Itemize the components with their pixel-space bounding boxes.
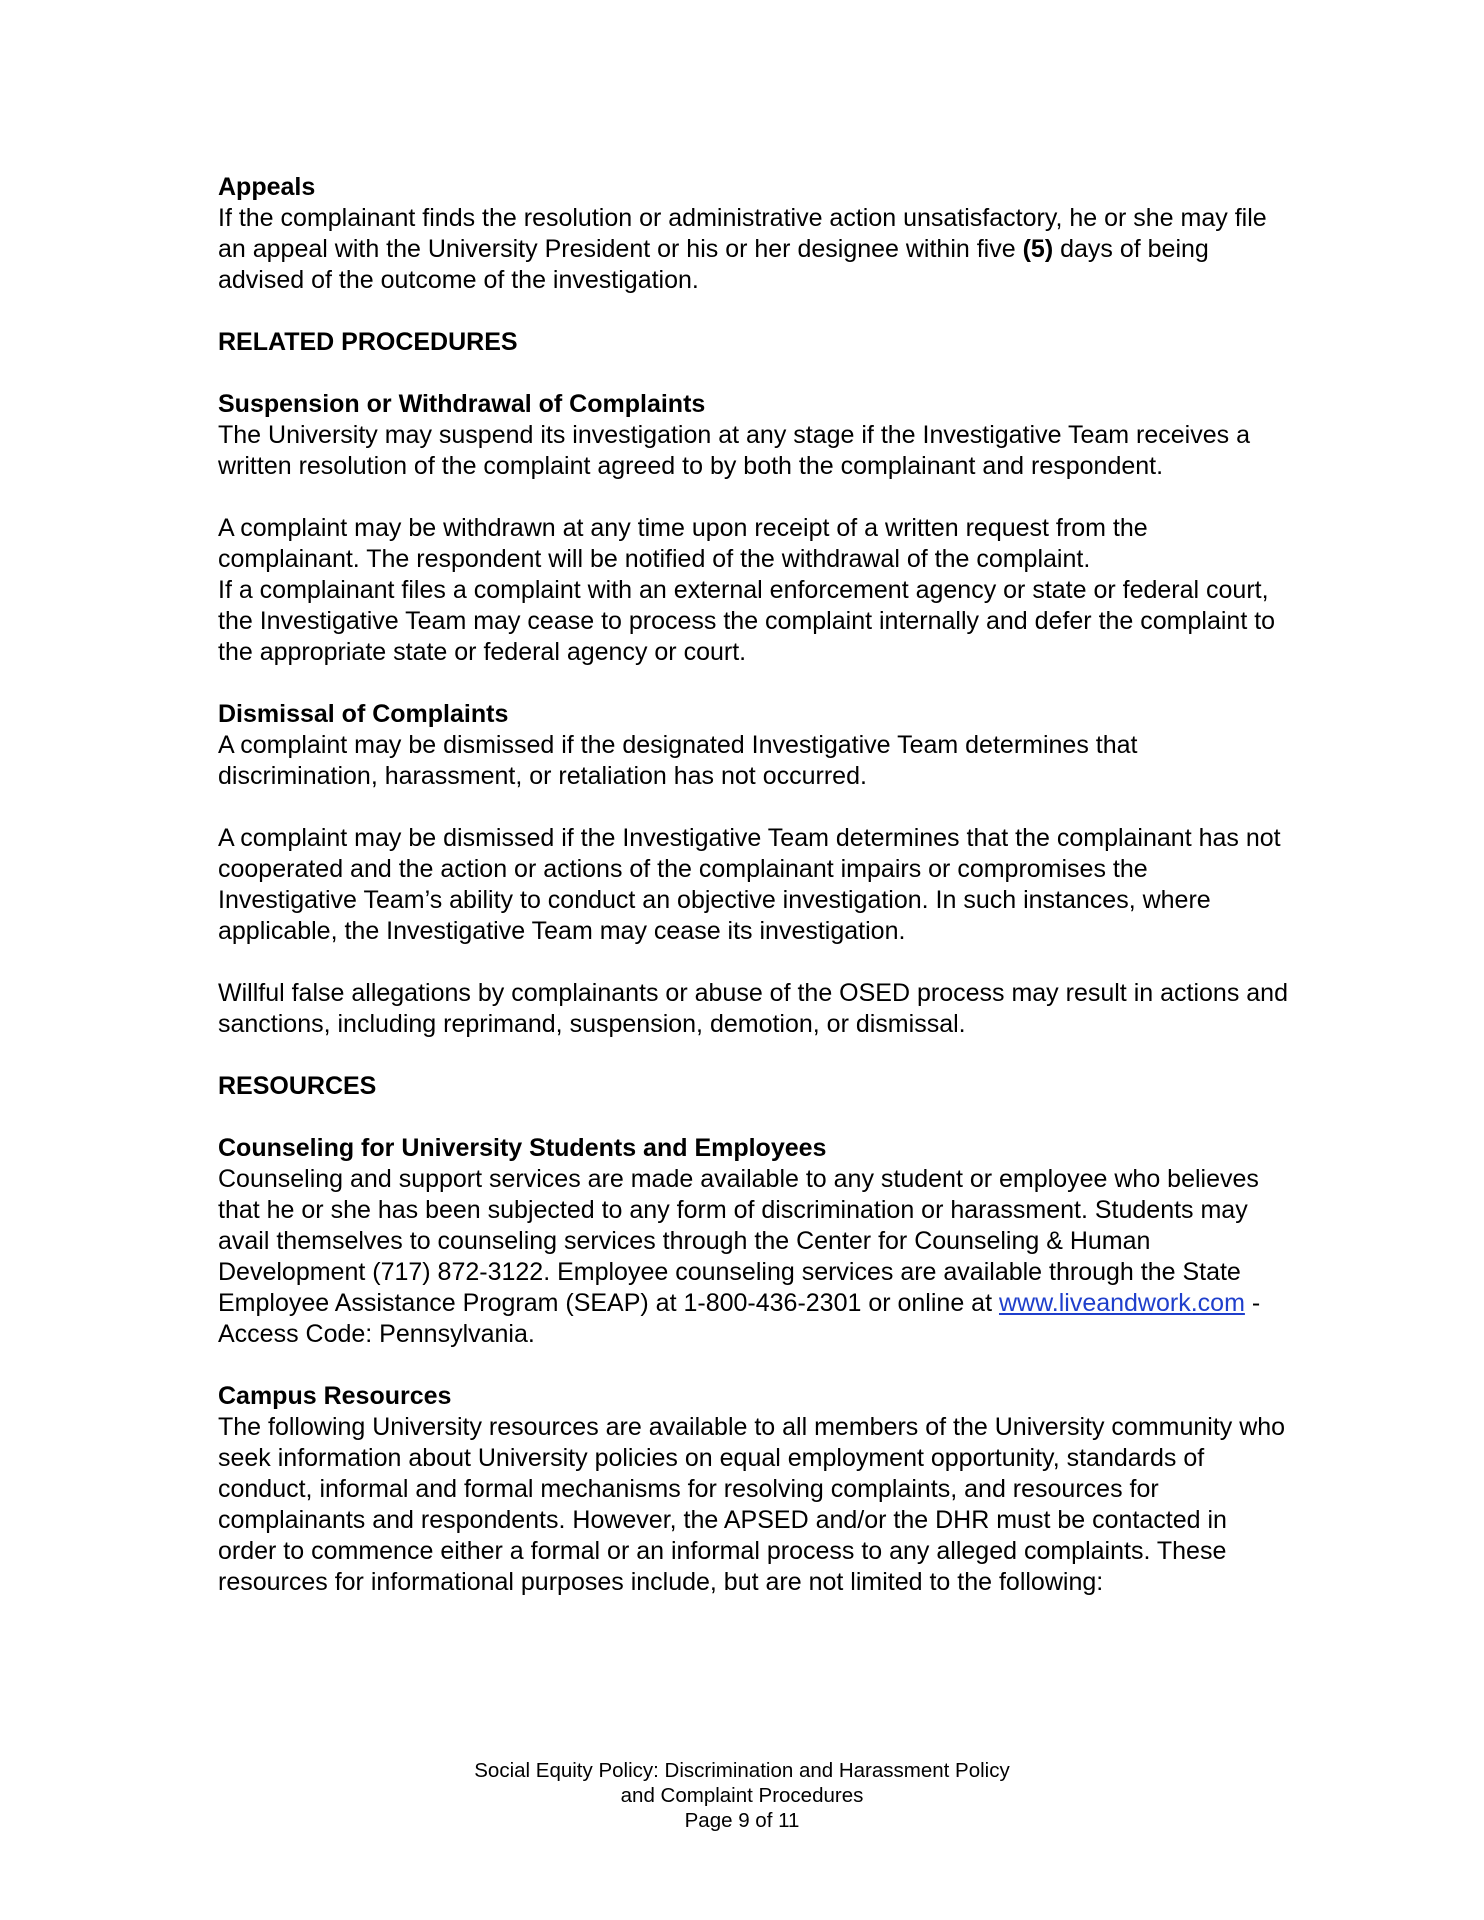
dismissal-paragraph-2: A complaint may be dismissed if the Investigative Team determines that the complainant has not cooperated and the action or actions of the complainant impairs or compromises the Investigative Team’s ability to conduct an objective investigation. In such instances, where applicable, the Investigative Team may cease its investigation.	[218, 824, 1281, 945]
related-procedures-heading: RELATED PROCEDURES	[218, 328, 518, 356]
counseling-paragraph: Counseling and support services are made available to any student or employee who believes that he or she has been subjected to any form of discrimination or harassment. Students may avail themselves to counseling services through the Center for Counseling & Human Development (717) 872-3122. Employee counseling services are available through the State Employee Assistance Program (SEAP) at 1-800-436-2301 or online at www.liveandwork.com - Access Code: Pennsylvania.	[218, 1165, 1261, 1348]
dismissal-paragraph-1: A complaint may be dismissed if the designated Investigative Team determines that discrimination, harassment, or retaliation has not occurred.	[218, 731, 1138, 790]
counseling-heading: Counseling for University Students and Employees	[218, 1134, 827, 1162]
document-body	[218, 172, 1288, 1598]
campus-resources-paragraph: The following University resources are available to all members of the University community who seek information about University policies on equal employment opportunity, standards of conduct, informal and formal mechanisms for resolving complaints, and resources for complainants and respondents. However, the APSED and/or the DHR must be contacted in order to commence either a formal or an informal process to any alleged complaints. These resources for informational purposes include, but are not limited to the following:	[218, 1413, 1286, 1596]
suspension-paragraph-3: If a complainant files a complaint with an external enforcement agency or state or federal court, the Investigative Team may cease to process the complaint internally and defer the complaint to the appropriate state or federal agency or court.	[218, 576, 1276, 666]
suspension-paragraph-2: A complaint may be withdrawn at any time upon receipt of a written request from the complainant. The respondent will be notified of the withdrawal of the complaint.	[218, 514, 1148, 573]
footer-title-line-2: and Complaint Procedures	[620, 1784, 864, 1807]
page-number: Page 9 of 11	[684, 1809, 800, 1832]
appeals-heading: Appeals	[218, 173, 316, 201]
dismissal-heading: Dismissal of Complaints	[218, 700, 509, 728]
page-footer	[0, 1758, 1484, 1833]
liveandwork-link[interactable]: www.liveandwork.com	[998, 1289, 1245, 1317]
campus-resources-heading: Campus Resources	[218, 1382, 452, 1410]
resources-heading: RESOURCES	[218, 1072, 377, 1100]
footer-title-line-1: Social Equity Policy: Discrimination and Harassment Policy	[474, 1759, 1010, 1782]
suspension-paragraph-1: The University may suspend its investigation at any stage if the Investigative Team receives a written resolution of the complaint agreed to by both the complainant and respondent.	[218, 421, 1250, 480]
dismissal-paragraph-3: Willful false allegations by complainants or abuse of the OSED process may result in actions and sanctions, including reprimand, suspension, demotion, or dismissal.	[218, 979, 1288, 1038]
appeals-bold-number: (5)	[1022, 235, 1054, 263]
suspension-heading: Suspension or Withdrawal of Complaints	[218, 390, 706, 418]
appeals-paragraph: If the complainant finds the resolution or administrative action unsatisfactory, he or she may file an appeal with the University President or his or her designee within five (5) days of being advised of the outcome of the investigation.	[218, 204, 1267, 294]
